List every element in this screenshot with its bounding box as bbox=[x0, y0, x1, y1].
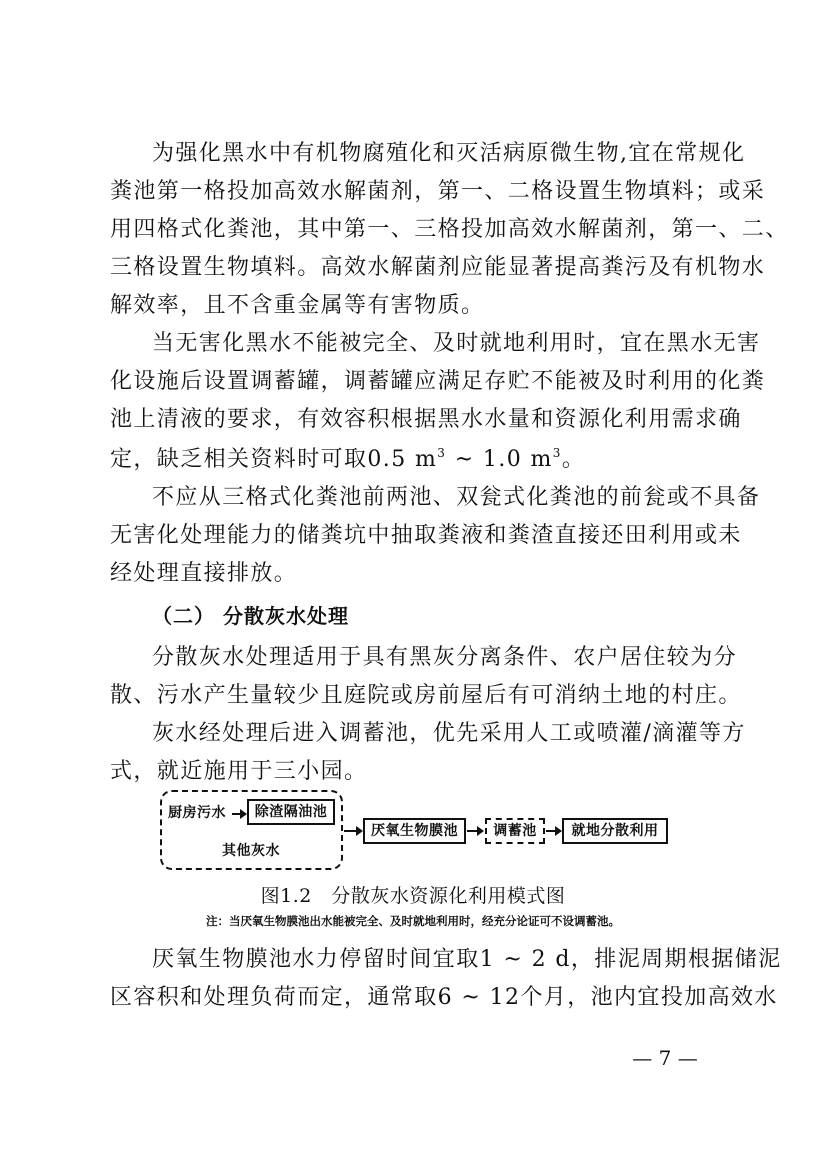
paragraph-1-line-3: 用四格式化粪池，其中第一、三格投加高效水解菌剂，第一、二、 bbox=[110, 217, 789, 242]
other-greywater-label: 其他灰水 bbox=[222, 843, 280, 859]
paragraph-2-line-1: 当无害化黑水不能被完全、及时就地利用时，宜在黑水无害 bbox=[152, 331, 761, 356]
figure-caption: 图1.2 分散灰水资源化利用模式图 bbox=[260, 885, 566, 907]
paragraph-1-line-4: 三格设置生物填料。高效水解菌剂应能显著提高粪污及有机物水 bbox=[110, 255, 766, 280]
cubic-superscript-2: 3 bbox=[552, 446, 562, 460]
cubic-superscript-1: 3 bbox=[437, 446, 447, 460]
arrow-to-anaerobic bbox=[344, 830, 361, 832]
greywater-flow-diagram bbox=[160, 790, 680, 874]
page-number: — 7 — bbox=[632, 1046, 698, 1070]
paragraph-1-line-2: 粪池第一格投加高效水解菌剂，第一、二格设置生物填料；或采 bbox=[110, 179, 766, 204]
paragraph-3-line-1: 不应从三格式化粪池前两池、双瓮式化粪池的前瓮或不具备 bbox=[152, 485, 761, 510]
figure-note: 注：当厌氧生物膜池出水能被完全、及时就地利用时，经充分论证可不设调蓄池。 bbox=[206, 914, 620, 928]
paragraph-3-line-3: 经处理直接排放。 bbox=[110, 561, 298, 586]
paragraph-2-line-2: 化设施后设置调蓄罐，调蓄罐应满足存贮不能被及时利用的化粪 bbox=[110, 369, 766, 394]
local-reuse-box: 就地分散利用 bbox=[562, 818, 668, 844]
paragraph-2-line-4 bbox=[110, 446, 720, 474]
arrow-to-reuse bbox=[546, 830, 560, 832]
paragraph-4-line-2: 散、污水产生量较少且庭院或房前屋后有可消纳土地的村庄。 bbox=[110, 683, 742, 708]
volume-text-middle: ~ 1.0 m bbox=[446, 447, 553, 472]
paragraph-1-line-5: 解效率，且不含重金属等有害物质。 bbox=[110, 293, 485, 318]
paragraph-5-line-2: 式，就近施用于三小园。 bbox=[110, 759, 368, 784]
storage-tank-box: 调蓄池 bbox=[485, 818, 545, 844]
volume-text-start: 定，缺乏相关资料时可取0.5 m bbox=[110, 447, 438, 472]
paragraph-6-line-1: 厌氧生物膜池水力停留时间宜取1 ~ 2 d，排泥周期根据储泥 bbox=[152, 947, 782, 972]
kitchen-wastewater-label: 厨房污水 bbox=[168, 805, 226, 821]
paragraph-6-line-2: 区容积和处理负荷而定，通常取6 ~ 12个月，池内宜投加高效水 bbox=[110, 985, 778, 1010]
paragraph-4-line-1: 分散灰水处理适用于具有黑灰分离条件、农户居住较为分 bbox=[152, 645, 738, 670]
anaerobic-biofilm-tank-box: 厌氧生物膜池 bbox=[363, 818, 466, 844]
volume-text-end: 。 bbox=[561, 447, 586, 472]
paragraph-5-line-1: 灰水经处理后进入调蓄池，优先采用人工或喷灌/滴灌等方 bbox=[152, 721, 746, 746]
arrow-to-storage bbox=[467, 830, 482, 832]
section-heading: （二） 分散灰水处理 bbox=[152, 604, 349, 628]
degrease-tank-box: 除渣隔油池 bbox=[247, 799, 335, 825]
paragraph-3-line-2: 无害化处理能力的储粪坑中抽取粪液和粪渣直接还田利用或未 bbox=[110, 523, 742, 548]
paragraph-1-line-1: 为强化黑水中有机物腐殖化和灭活病原微生物,宜在常规化 bbox=[152, 141, 746, 166]
paragraph-2-line-3: 池上清液的要求，有效容积根据黑水水量和资源化利用需求确 bbox=[110, 407, 742, 432]
arrow-kitchen-to-degrease bbox=[232, 813, 245, 815]
